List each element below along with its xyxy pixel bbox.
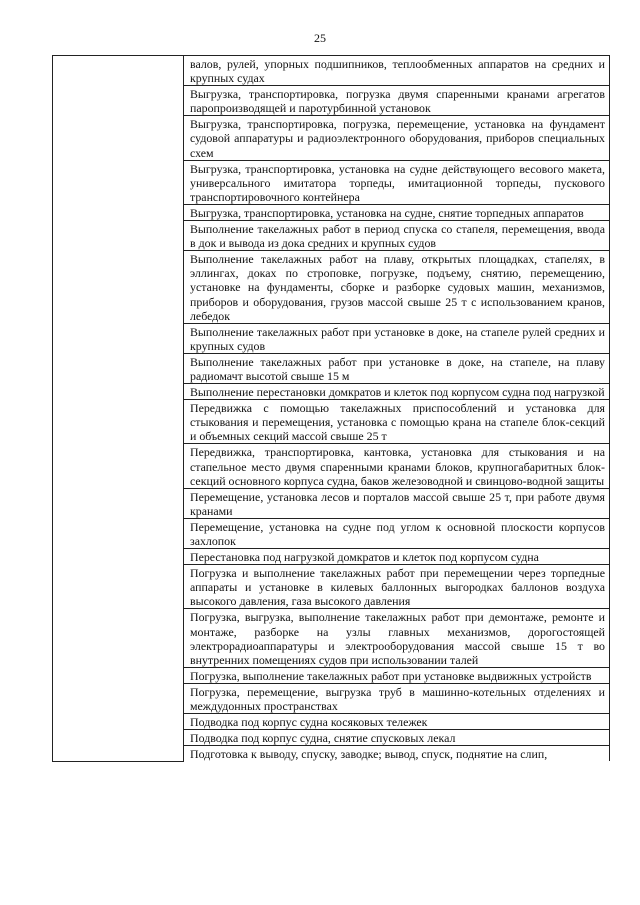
work-description-cell: Погрузка и выполнение такелажных работ при перемещении через торпедные аппараты и установке в килевых баллонных выгородках баллонов воздуха высокого давления, газа высокого давления bbox=[184, 565, 610, 609]
work-description-cell: Выполнение такелажных работ при установке в доке, на стапеле, на плаву радиомачт высотой свыше 15 м bbox=[184, 353, 610, 383]
work-description-cell: Выполнение перестановки домкратов и клеток под корпусом судна под нагрузкой bbox=[184, 384, 610, 400]
work-description-cell: Перемещение, установка на судне под углом к основной плоскости корпусов захлопок bbox=[184, 518, 610, 548]
work-description-cell: валов, рулей, упорных подшипников, теплообменных аппаратов на средних и крупных судах bbox=[184, 56, 610, 86]
work-description-cell: Выгрузка, транспортировка, погрузка двумя спаренными кранами агрегатов паропроизводящей и паротурбинной установок bbox=[184, 86, 610, 116]
work-description-cell: Подводка под корпус судна косяковых тележек bbox=[184, 714, 610, 730]
works-table bbox=[52, 55, 610, 762]
work-description-cell: Выгрузка, транспортировка, установка на судне, снятие торпедных аппаратов bbox=[184, 204, 610, 220]
work-description-cell: Передвижка с помощью такелажных приспособлений и установка для стыкования и перемещения, установка с помощью крана на стапеле блок-секций и объемных секций массой свыше 25 т bbox=[184, 400, 610, 444]
page-number: 25 bbox=[314, 31, 326, 45]
table-row bbox=[53, 56, 610, 86]
work-description-cell: Перемещение, установка лесов и порталов массой свыше 25 т, при работе двумя кранами bbox=[184, 488, 610, 518]
work-description-cell: Погрузка, перемещение, выгрузка труб в машинно-котельных отделениях и междудонных пространствах bbox=[184, 683, 610, 713]
work-description-cell: Погрузка, выгрузка, выполнение такелажных работ при демонтаже, ремонте и монтаже, разборке на узлы главных механизмов, дорогостоящей электрорадиоаппаратуры и электрооборудования массой свыше 15 т во внутренних помещениях судов при использовании талей bbox=[184, 609, 610, 667]
work-description-cell: Выгрузка, транспортировка, установка на судне действующего весового макета, универсального имитатора торпеды, имитационной торпеды, пускового транспортировочного контейнера bbox=[184, 160, 610, 204]
work-description-cell: Перестановка под нагрузкой домкратов и клеток под корпусом судна bbox=[184, 549, 610, 565]
work-description-cell: Выгрузка, транспортировка, погрузка, перемещение, установка на фундамент судовой аппаратуры и радиоэлектронного оборудования, приборов специальных схем bbox=[184, 116, 610, 160]
work-description-cell: Подготовка к выводу, спуску, заводке; вывод, спуск, поднятие на слип, bbox=[184, 746, 610, 762]
empty-left-column-cell bbox=[53, 56, 184, 762]
work-description-cell: Выполнение такелажных работ на плаву, открытых площадках, стапелях, в эллингах, доках по строповке, погрузке, подъему, снятию, перемещению, установке на фундаменты, сборке и разборке судовых машин, механизмов, приборов и оборудования, грузов массой свыше 25 т с использованием кранов, лебедок bbox=[184, 251, 610, 323]
works-table-body bbox=[53, 56, 610, 762]
work-description-cell: Погрузка, выполнение такелажных работ при установке выдвижных устройств bbox=[184, 667, 610, 683]
work-description-cell: Передвижка, транспортировка, кантовка, установка для стыкования и на стапельное место двумя спаренными кранами блоков, крупногабаритных блок-секций основного корпуса судна, баков железоводной и свинцово-водной защиты bbox=[184, 444, 610, 488]
work-description-cell: Выполнение такелажных работ при установке в доке, на стапеле рулей средних и крупных судов bbox=[184, 323, 610, 353]
work-description-cell: Подводка под корпус судна, снятие спусковых лекал bbox=[184, 730, 610, 746]
work-description-cell: Выполнение такелажных работ в период спуска со стапеля, перемещения, ввода в док и вывода из дока средних и крупных судов bbox=[184, 221, 610, 251]
